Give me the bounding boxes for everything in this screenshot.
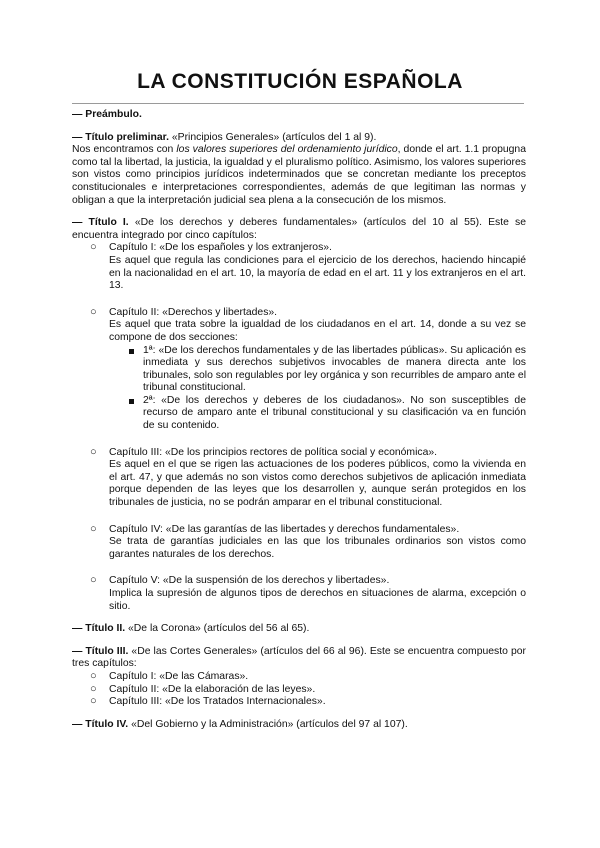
circle-bullet-icon: ○	[90, 682, 97, 695]
chapter-description: Es aquel que regula las condiciones para el ejercicio de los derechos, haciendo hincapié en la nacionalidad en el art. 10, la mayoría de edad en el art. 11 y los extranjeros en el art. 13.	[109, 254, 526, 292]
chapter-label: Capítulo IV: «De las garantías de las libertades y derechos fundamentales».	[109, 523, 460, 535]
chapter-label: Capítulo I: «De los españoles y los extranjeros».	[109, 242, 332, 254]
titulo-2-heading	[72, 623, 526, 636]
chapter-description: Implica la supresión de algunos tipos de derechos en situaciones de alarma, excepción o sitio.	[109, 588, 526, 612]
circle-bullet-icon: ○	[90, 522, 97, 535]
circle-bullet-icon: ○	[90, 574, 97, 587]
circle-bullet-icon: ○	[90, 695, 97, 708]
section-text: 1ª: «De los derechos fundamentales y de las libertades públicas». Su aplicación es inmediata y sus derechos subjetivos invocables de manera directa ante los tribunales, solo son regulables por ley orgánica y son recurribles de amparo ante el tribunal constitucional.	[143, 344, 526, 394]
chapter-item	[72, 447, 526, 460]
square-bullet-icon	[129, 349, 134, 354]
titulo-3-lead: — Título III.	[72, 645, 129, 657]
titulo-preliminar-paragraph	[72, 144, 526, 207]
document-body	[72, 109, 526, 731]
chapter-item	[72, 307, 526, 320]
titulo-preliminar-heading	[72, 132, 526, 145]
titulo-3-heading	[72, 646, 526, 671]
titulo-preliminar-lead: — Título preliminar.	[72, 131, 169, 143]
circle-bullet-icon: ○	[90, 669, 97, 682]
chapter-item	[72, 696, 526, 709]
circle-bullet-icon: ○	[90, 305, 97, 318]
chapter-label: Capítulo I: «De las Cámaras».	[109, 670, 249, 682]
titulo-1-desc: «De los derechos y deberes fundamentales» (artículos del 10 al 55). Este se encuentra integrado por cinco capítulos:	[72, 217, 527, 241]
section-titulo-2	[72, 623, 526, 636]
chapter-item	[72, 524, 526, 537]
titulo-2-desc: «De la Corona» (artículos del 56 al 65).	[125, 623, 310, 635]
chapter-label: Capítulo V: «De la suspensión de los derechos y libertades».	[109, 575, 390, 587]
paragraph-emphasis: los valores superiores del ordenamiento jurídico	[176, 144, 398, 156]
paragraph-text-b: , donde el art. 1.1 propugna como tal la libertad, la justicia, la igualdad y el pluralismo político. Asimismo, los valores superiores son vistos como principios jurídicos indeterminados que se concretan mediante los preceptos constitucionales e interpretaciones correspondientes, además de que legitiman las normas y obligan a que la interpretación judicial sea plena a la consecución de los mismos.	[72, 144, 526, 206]
chapter-item	[72, 684, 526, 697]
chapter-label: Capítulo III: «De los principios rectores de política social y económica».	[109, 446, 438, 458]
chapter-description: Es aquel que trata sobre la igualdad de los ciudadanos en el art. 14, donde a su vez se compone de dos secciones:	[109, 319, 526, 343]
paragraph-text-a: Nos encontramos con	[72, 144, 177, 156]
titulo-4-lead: — Título IV.	[72, 718, 129, 730]
title-divider	[72, 103, 524, 104]
square-bullet-icon	[129, 399, 134, 404]
section-titulo-4	[72, 719, 526, 732]
chapter-description: Se trata de garantías judiciales en las que los tribunales ordinarios son vistos como garantes naturales de los derechos.	[109, 536, 526, 560]
document-title: LA CONSTITUCIÓN ESPAÑOLA	[137, 70, 463, 93]
chapter-item	[72, 671, 526, 684]
circle-bullet-icon: ○	[90, 241, 97, 254]
section-titulo-preliminar	[72, 132, 526, 208]
section-titulo-3	[72, 646, 526, 709]
section-item	[72, 345, 526, 395]
section-text: 2ª: «De los derechos y deberes de los ciudadanos». No son susceptibles de recurso de amparo ante el tribunal constitucional y su clasificación va en función de su contenido.	[143, 394, 526, 432]
titulo-4-heading	[72, 719, 526, 732]
titulo-2-lead: — Título II.	[72, 623, 126, 635]
titulo-4-desc: «Del Gobierno y la Administración» (artículos del 97 al 107).	[128, 718, 408, 730]
titulo-preliminar-desc: «Principios Generales» (artículos del 1 al 9).	[169, 131, 377, 143]
circle-bullet-icon: ○	[90, 445, 97, 458]
chapter-description: Es aquel en el que se rigen las actuaciones de los poderes públicos, como la vivienda en el art. 47, y que además no son vistos como derechos subjetivos de aplicación inmediata porque dependen de las leyes que los desarrollen y, aunque serán protegidos en los tribunales de justicia, no se podrán amparar en el tribunal constitucional.	[109, 459, 526, 509]
section-item	[72, 395, 526, 433]
chapter-item	[72, 575, 526, 588]
section-titulo-1	[72, 217, 526, 613]
chapter-label: Capítulo II: «De la elaboración de las leyes».	[109, 683, 316, 695]
titulo-3-desc: «De las Cortes Generales» (artículos del 66 al 96). Este se encuentra compuesto por tres capítulos:	[72, 645, 526, 670]
titulo-1-heading	[72, 217, 526, 242]
titulo-1-lead: — Título I.	[72, 217, 129, 229]
chapter-label: Capítulo II: «Derechos y libertades».	[109, 306, 278, 318]
chapter-item	[72, 242, 526, 255]
chapter-label: Capítulo III: «De los Tratados Internacionales».	[109, 696, 326, 708]
preambulo-heading: — Preámbulo.	[72, 109, 142, 120]
